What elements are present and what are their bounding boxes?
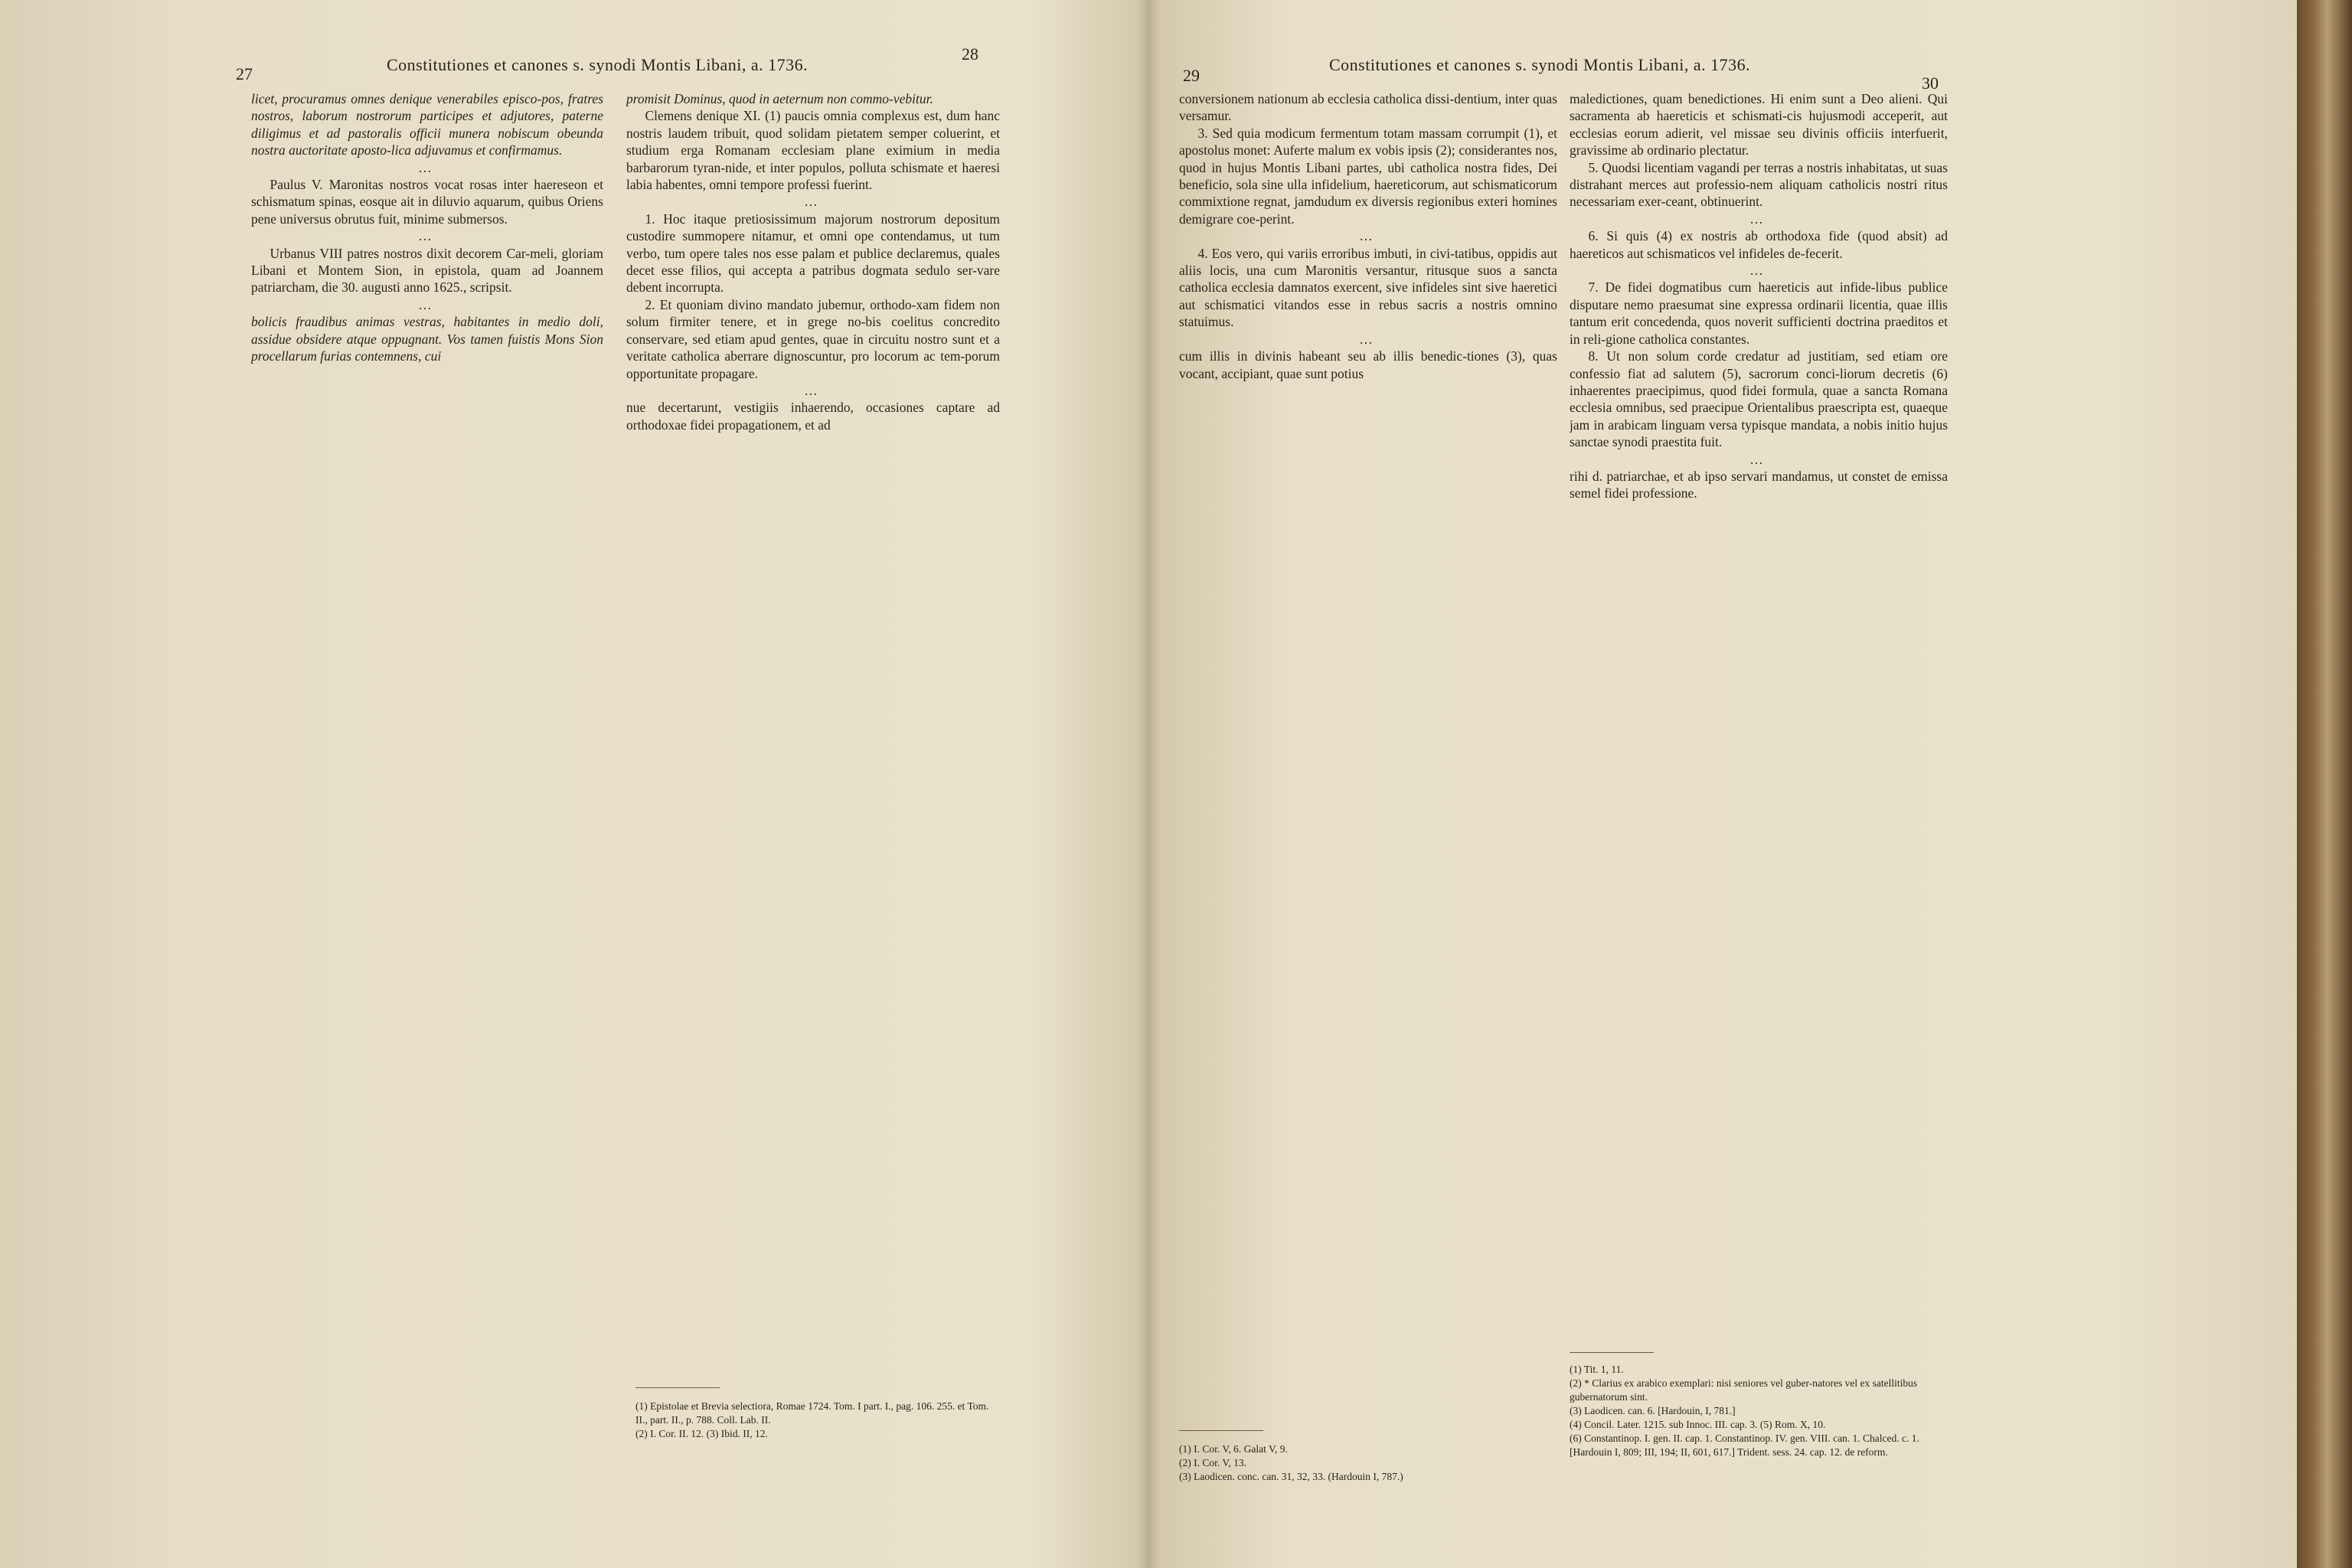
paragraph: Clemens denique XI. (1) paucis omnia complexus est, dum hanc nostris laudem tribuit, quod solidam pietatem semper coluerint, et studium erga Romanam ecclesiam plane eximium in media barbarorum tyran-nide, et inter populos, polluta schismate et haeresi labia habentes, omni tempore professi fuerint.: [626, 108, 1000, 193]
footnotes-page-28: [635, 1400, 1000, 1441]
footnote-rule: [635, 1387, 720, 1388]
paragraph: 1. Hoc itaque pretiosissimum majorum nostrorum depositum custodire summopere nitamur, et omni ope contendamus, ut tum verbo, tum opere tales nos esse palam et publice declaremus, quales decet esse filios, qui accepta a patribus dogmata sedulo ser-vare debent incorrupta.: [626, 211, 1000, 296]
right-page: [1080, 0, 2297, 1568]
page-number-29: 29: [1183, 66, 1200, 85]
paragraph: 5. Quodsi licentiam vagandi per terras a nostris inhabitatas, ut suas distrahant merces aut professio-nem aliquam catholicis nostri ritus necessariam exer-ceant, obtinuerint.: [1570, 159, 1948, 210]
running-head-right: Constitutiones et canones s. synodi Montis Libani, a. 1736.: [1329, 55, 1751, 74]
omitted-text-marker: …: [804, 382, 822, 398]
page-number-28: 28: [962, 44, 978, 64]
paragraph: 2. Et quoniam divino mandato jubemur, orthodo-xam fidem non solum firmiter tenere, et in grege no-bis coelitus concredito conservare, sed etiam apud gentes, quae in circuitu nostro sunt et a veritate catholica aberrare dignoscuntur, pro locorum ac tem-porum opportunitate propagare.: [626, 296, 1000, 381]
paragraph: 4. Eos vero, qui variis erroribus imbuti, in civi-tatibus, oppidis aut aliis locis, una cum Maronitis versantur, ritusque suos a sancta catholica ecclesia damnatos exercent, sive infideles sint sive haeretici aut schismatici vitandos esse in rebus sacris a nostris omnino statuimus.: [1179, 245, 1557, 330]
page-number-27: 27: [236, 64, 253, 83]
footnote: (2) I. Cor. V, 13.: [1179, 1457, 1247, 1468]
omitted-text-marker: …: [1749, 263, 1768, 279]
paragraph: Paulus V. Maronitas nostros vocat rosas inter haereseon et schismatum spinas, eosque ait in diluvio aquarum, quibus Oriens pene universus obrutus fuit, minime submersos.: [251, 177, 603, 227]
footnote: (2) I. Cor. II. 12. (3) Ibid. II, 12.: [635, 1428, 768, 1439]
footnote: (4) Concil. Later. 1215. sub Innoc. III. cap. 3. (5) Rom. X, 10.: [1570, 1419, 1826, 1430]
omitted-text-marker: …: [1359, 228, 1377, 244]
footnote: (6) Constantinop. I. gen. II. cap. 1. Constantinop. IV. gen. VIII. can. 1. Chalced. c. 1. [Hardouin I, 809; III, 194; II, 601, 617.] Trident. sess. 24. cap. 12. de reform.: [1570, 1432, 1919, 1458]
paragraph: licet, procuramus omnes denique venerabiles episco-pos, fratres nostros, laborum nostrorum participes et adjutores, paterne diligimus et ad pastoralis officii munera nobiscum obeunda nostra auctoritate aposto-lica adjuvamus et confirmamus.: [251, 91, 603, 158]
page-number-30: 30: [1922, 74, 1939, 93]
paragraph: conversionem nationum ab ecclesia catholica dissi-dentium, inter quas versamur.: [1179, 91, 1557, 124]
footnote: (3) Laodicen. can. 6. [Hardouin, I, 781.]: [1570, 1405, 1736, 1416]
footnotes-page-30: [1570, 1363, 1948, 1459]
footnote-rule: [1570, 1352, 1654, 1353]
footnotes-page-29: [1179, 1442, 1547, 1484]
paragraph: bolicis fraudibus animas vestras, habitantes in medio doli, assidue obsidere atque oppugnant. Vos tamen fuistis Mons Sion procellarum furias contemnens, cui: [251, 314, 603, 364]
paragraph: 3. Sed quia modicum fermentum totam massam corrumpit (1), et apostolus monet: Auferte malum ex vobis ipsis (2); considerantes nos, quod in hujus Montis Libani partes, ubi catholica nostra fides, Dei beneficio, sola sine ulla infidelium, haereticorum, aut schismaticorum commixtione regnat, jamdudum ex diversis regionibus exteri homines demigrare coe-perint.: [1179, 125, 1557, 227]
paragraph: 8. Ut non solum corde credatur ad justitiam, sed etiam ore confessio fiat ad salutem (5), sacrorum conci-liorum decretis (6) inhaerentes praecipimus, quod fidei formula, quae a sancta Romana ecclesia omnibus, sed praecipue Orientalibus praescripta est, quaeque jam in arabicam linguam versa typisque mandata, a nobis initio hujus sanctae synodi praestita fuit.: [1570, 348, 1948, 450]
footnote-rule: [1179, 1430, 1263, 1431]
paragraph: maledictiones, quam benedictiones. Hi enim sunt a Deo alieni. Qui sacramenta ab haereticis et schismati-cis hujusmodi acceperit, aut ecclesias eorum adierit, vel missae seu divinis officiis interfuerit, gravissime ab ordinario plectatur.: [1570, 91, 1948, 158]
omitted-text-marker: …: [1749, 451, 1768, 467]
footnote: (2) * Clarius ex arabico exemplari: nisi seniores vel guber-natores vel ex satellitibus gubernatorum sint.: [1570, 1377, 1918, 1403]
omitted-text-marker: …: [804, 194, 822, 210]
paragraph: Urbanus VIII patres nostros dixit decorem Car-meli, gloriam Libani et Montem Sion, in epistola, quam ad Joannem patriarcham, die 30. augusti anno 1625., scripsit.: [251, 245, 603, 296]
book-edge: [2297, 0, 2352, 1568]
omitted-text-marker: …: [418, 296, 436, 312]
left-page: [0, 0, 1080, 1568]
column-page-27: [251, 90, 603, 1514]
footnote: (1) Epistolae et Brevia selectiora, Romae 1724. Tom. I part. I., pag. 106. 255. et Tom. II., part. II., p. 788. Coll. Lab. II.: [635, 1400, 989, 1426]
paragraph: cum illis in divinis habeant seu ab illis benedic-tiones (3), quas vocant, accipiant, quae sunt potius: [1179, 348, 1557, 381]
paragraph: rihi d. patriarchae, et ab ipso servari mandamus, ut constet de emissa semel fidei professione.: [1570, 468, 1948, 501]
omitted-text-marker: …: [418, 228, 436, 244]
footnote: (3) Laodicen. conc. can. 31, 32, 33. (Hardouin I, 787.): [1179, 1471, 1403, 1482]
omitted-text-marker: …: [1359, 331, 1377, 347]
footnote: (1) Tit. 1, 11.: [1570, 1364, 1624, 1375]
paragraph: 6. Si quis (4) ex nostris ab orthodoxa fide (quod absit) ad haereticos aut schismaticos vel infideles de-fecerit.: [1570, 228, 1948, 261]
paragraph: promisit Dominus, quod in aeternum non commo-vebitur.: [626, 91, 933, 106]
column-page-30: [1570, 90, 1948, 1331]
paragraph: 7. De fidei dogmatibus cum haereticis aut infide-libus publice disputare nemo praesumat sine expressa ordinarii licentia, quae illis tantum erit concedenda, quos noverit sufficienti doctrina praeditos et in reli-gione catholica constantes.: [1570, 279, 1948, 347]
running-head-left: Constitutiones et canones s. synodi Montis Libani, a. 1736.: [387, 55, 808, 74]
paragraph: nue decertarunt, vestigiis inhaerendo, occasiones captare ad orthodoxae fidei propagationem, et ad: [626, 400, 1000, 433]
footnote: (1) I. Cor. V, 6. Galat V, 9.: [1179, 1443, 1288, 1455]
omitted-text-marker: …: [418, 159, 436, 175]
omitted-text-marker: …: [1749, 211, 1768, 227]
column-page-28: [626, 90, 1000, 1361]
column-page-29: [1179, 90, 1557, 1407]
